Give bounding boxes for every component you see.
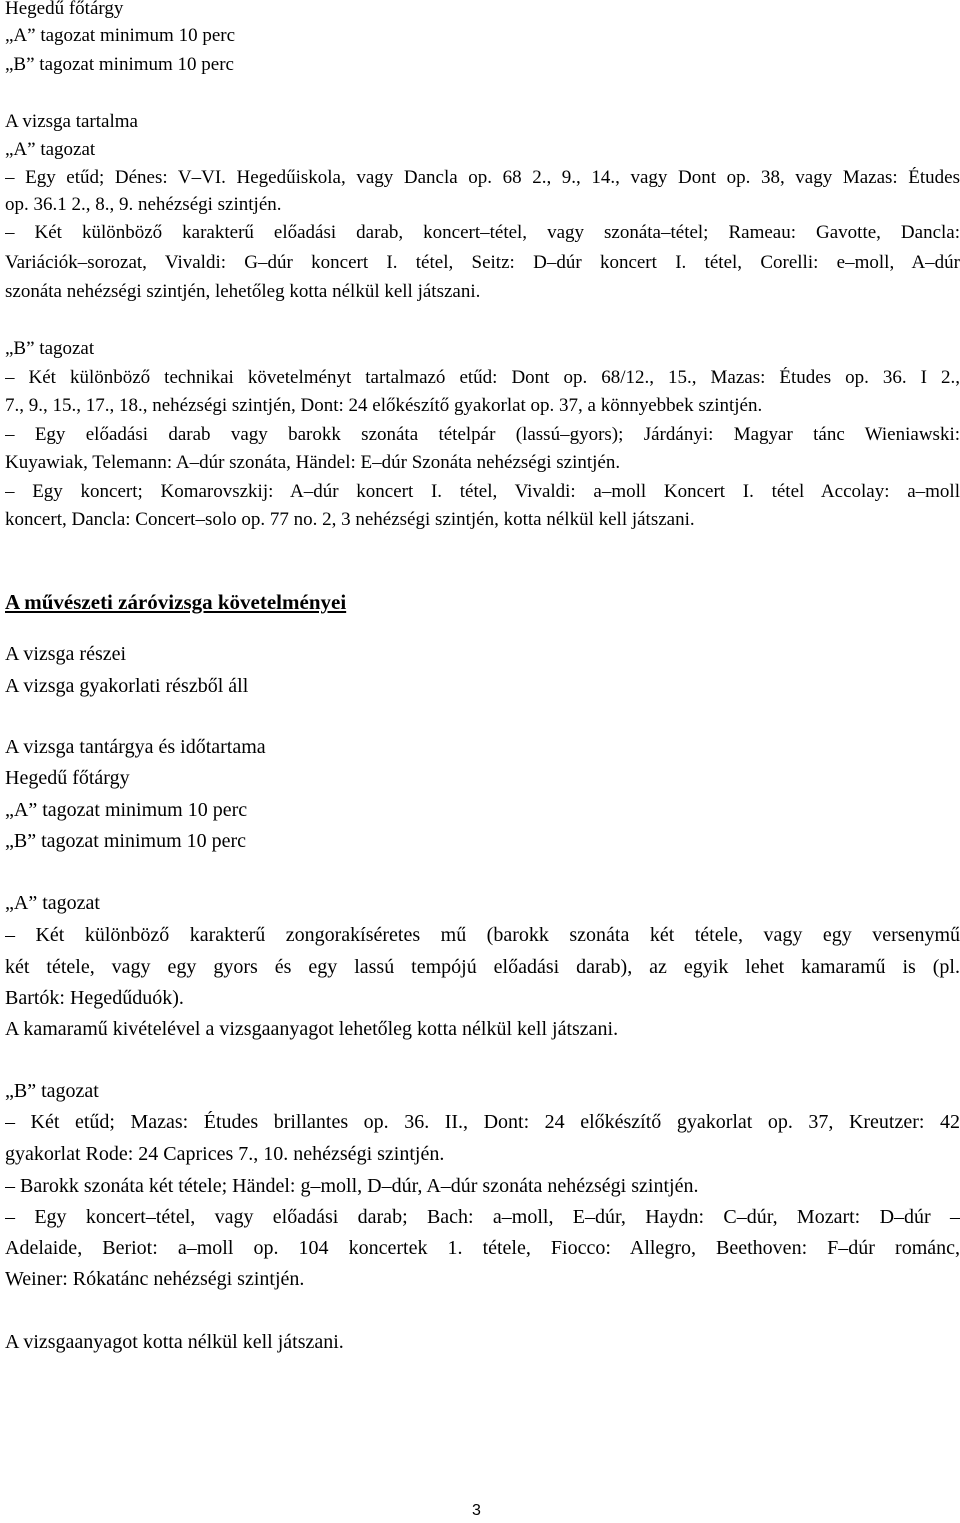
b-track-item-line: – Egy koncert–tétel, vagy előadási darab; Bach: a–moll, E–dúr, Haydn: C–dúr, Mozart: D–dúr – bbox=[5, 1206, 960, 1228]
b-track-item-line: – Két etűd; Mazas: Études brillantes op. 36. II., Dont: 24 előkészítő gyakorlat op. 37, Kreutzer: 42 bbox=[5, 1111, 960, 1133]
subject-name: Hegedű főtárgy bbox=[5, 767, 130, 789]
a-track-heading: „A” tagozat bbox=[5, 139, 96, 160]
a-track-item-line: Bartók: Hegedűduók). bbox=[5, 987, 184, 1009]
a-track-item-line: szonáta nehézségi szintjén, lehetőleg kotta nélkül kell játszani. bbox=[5, 281, 481, 302]
a-track-item-line: – Két különböző karakterű zongorakíséretes mű (barokk szonáta két tétele, vagy egy versenymű bbox=[5, 924, 960, 946]
b-track-item-line: Adelaide, Beriot: a–moll op. 104 koncertek 1. tétele, Fiocco: Allegro, Beethoven: F–dúr románc, bbox=[5, 1237, 960, 1259]
a-track-heading: „A” tagozat bbox=[5, 892, 100, 914]
a-track-item-line: – Egy etűd; Dénes: V–VI. Hegedűiskola, vagy Dancla op. 68 2., 9., 14., vagy Dont op. 38, vagy Mazas: Études bbox=[5, 167, 960, 188]
b-track-item-line: gyakorlat Rode: 24 Caprices 7., 10. nehézségi szintjén. bbox=[5, 1143, 445, 1165]
b-track-item-line: – Barokk szonáta két tétele; Händel: g–moll, D–dúr, A–dúr szonáta nehézségi szintjén. bbox=[5, 1175, 699, 1197]
b-track-item-line: Weiner: Rókatánc nehézségi szintjén. bbox=[5, 1268, 305, 1290]
exam-content-heading: A vizsga tartalma bbox=[5, 111, 138, 132]
subject-duration-heading: A vizsga tantárgya és időtartama bbox=[5, 736, 266, 758]
a-track-item-line: op. 36.1 2., 8., 9. nehézségi szintjén. bbox=[5, 194, 282, 215]
exam-parts-heading: A vizsga részei bbox=[5, 643, 127, 665]
a-track-item-line: Variációk–sorozat, Vivaldi: G–dúr koncert I. tétel, Seitz: D–dúr koncert I. tétel, Corelli: e–moll, A–dúr bbox=[5, 252, 960, 273]
b-track-item-line: – Egy előadási darab vagy barokk szonáta tételpár (lassú–gyors); Járdányi: Magyar tánc Wieniawski: bbox=[5, 424, 960, 445]
a-track-duration: „A” tagozat minimum 10 perc bbox=[5, 799, 248, 821]
b-track-item-line: – Két különböző technikai követelményt tartalmazó etűd: Dont op. 68/12., 15., Mazas: Études op. 36. I 2., bbox=[5, 367, 960, 388]
exam-parts-text: A vizsga gyakorlati részből áll bbox=[5, 675, 249, 697]
b-track-item-line: Kuyawiak, Telemann: A–dúr szonáta, Händel: E–dúr Szonáta nehézségi szintjén. bbox=[5, 452, 621, 473]
b-track-item-line: 7., 9., 15., 17., 18., nehézségi szintjén, Dont: 24 előkészítő gyakorlat op. 37, a könnyebbek szintjén. bbox=[5, 395, 763, 416]
a-track-item-line: két tétele, vagy egy gyors és egy lassú tempójú előadási darab), az egyik lehet kamaramű is (pl. bbox=[5, 956, 960, 978]
b-track-heading: „B” tagozat bbox=[5, 338, 95, 359]
b-track-item-line: koncert, Dancla: Concert–solo op. 77 no. 2, 3 nehézségi szintjén, kotta nélkül kell játszani. bbox=[5, 509, 695, 530]
b-track-item-line: – Egy koncert; Komarovszkij: A–dúr koncert I. tétel, Vivaldi: a–moll Koncert I. tétel Accolay: a–moll bbox=[5, 481, 960, 502]
section-title: A művészeti záróvizsga követelményei bbox=[5, 590, 347, 614]
page-number: 3 bbox=[472, 1502, 481, 1519]
a-track-duration: „A” tagozat minimum 10 perc bbox=[5, 25, 236, 46]
a-track-item-line: – Két különböző karakterű előadási darab, koncert–tétel, vagy szonáta–tétel; Rameau: Gavotte, Dancla: bbox=[5, 222, 960, 243]
closing-note: A vizsgaanyagot kotta nélkül kell játszani. bbox=[5, 1331, 344, 1353]
b-track-duration: „B” tagozat minimum 10 perc bbox=[5, 830, 247, 852]
a-track-note: A kamaramű kivételével a vizsgaanyagot lehetőleg kotta nélkül kell játszani. bbox=[5, 1018, 619, 1040]
b-track-duration: „B” tagozat minimum 10 perc bbox=[5, 54, 234, 75]
subject-heading: Hegedű főtárgy bbox=[5, 0, 124, 19]
b-track-heading: „B” tagozat bbox=[5, 1080, 99, 1102]
